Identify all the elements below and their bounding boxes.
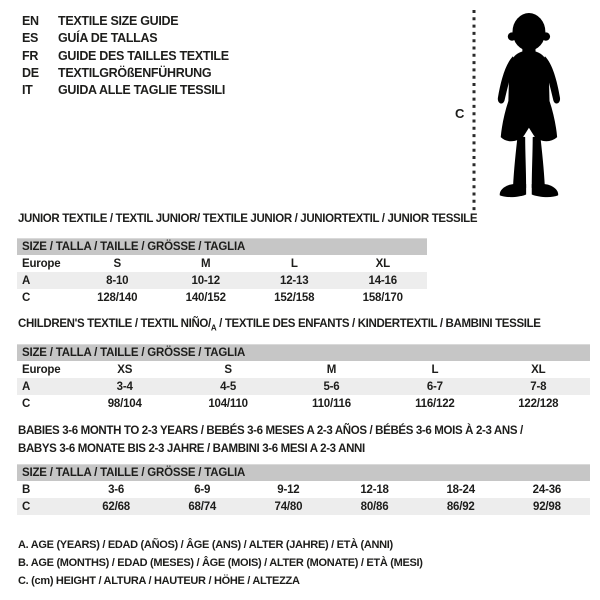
table-row-height [17, 289, 427, 306]
size-cell: 122/128 [518, 397, 559, 410]
section-title-children-sub: A [210, 323, 217, 333]
row-label-cell: Europe [22, 257, 61, 270]
height-measure-label: C [455, 106, 465, 121]
size-cell: 9-12 [277, 483, 300, 496]
size-cell: 4-5 [176, 378, 279, 395]
height-dashed-line [471, 8, 477, 214]
size-cell: 104/110 [208, 397, 248, 410]
size-cell: 24-36 [532, 483, 562, 496]
table-row-height [17, 395, 590, 412]
table-row-age [17, 378, 590, 395]
section-title-junior: JUNIOR TEXTILE / TEXTIL JUNIOR/ TEXTILE JUNIOR / JUNIORTEXTIL / JUNIOR TESSILE [18, 213, 478, 225]
size-cell: 86/92 [418, 498, 504, 515]
table-header-row [17, 345, 590, 362]
footnote-a: A. AGE (YEARS) / EDAD (AÑOS) / ÂGE (ANS) / ALTER (JAHRE) / ETÀ (ANNI) [18, 539, 393, 551]
size-cell: 6-9 [194, 483, 211, 496]
size-cell: 98/104 [107, 397, 142, 410]
size-cell: 158/170 [362, 291, 403, 304]
size-cell: L [290, 257, 298, 270]
language-row-de [22, 65, 229, 82]
table-row-height [17, 498, 590, 515]
table-header-row [17, 465, 590, 482]
language-label: GUÍA DE TALLAS [58, 31, 158, 46]
size-cell: XL [375, 257, 390, 270]
language-code: EN [22, 14, 39, 28]
language-row-es [22, 30, 229, 47]
language-legend [22, 13, 229, 99]
size-cell: 7-8 [487, 378, 590, 395]
row-label-cell: C [22, 291, 31, 304]
size-cell: 6-7 [383, 378, 486, 395]
section-title-children-post: / TEXTILE DES ENFANTS / KINDERTEXTIL / BAMBINI TESSILE [216, 318, 541, 330]
size-cell: 92/98 [504, 498, 590, 515]
size-cell: 5-6 [280, 378, 383, 395]
language-label: GUIDA ALLE TAGLIE TESSILI [58, 83, 226, 98]
size-cell: 128/140 [97, 291, 138, 304]
children-size-table [17, 344, 590, 412]
row-label-cell: C [17, 498, 73, 515]
language-label: TEXTILE SIZE GUIDE [58, 14, 179, 28]
language-code: DE [22, 65, 39, 80]
language-label: GUIDE DES TAILLES TEXTILE [58, 48, 229, 63]
size-cell: 12-13 [250, 272, 339, 289]
baby-silhouette-icon [481, 9, 575, 207]
size-cell: 3-6 [108, 483, 125, 496]
size-cell: M [326, 363, 337, 376]
row-label-cell: Europe [22, 363, 61, 376]
size-cell: L [431, 363, 439, 376]
size-cell: 116/122 [415, 397, 455, 410]
size-cell: 74/80 [245, 498, 331, 515]
table-header-label: SIZE / TALLA / TAILLE / GRÖSSE / TAGLIA [17, 239, 427, 256]
language-code: FR [22, 48, 39, 63]
table-row-europe [17, 255, 427, 272]
row-label-cell: B [22, 483, 31, 496]
size-cell: 110/116 [312, 397, 351, 410]
row-label-cell: A [17, 272, 73, 289]
size-cell: 68/74 [159, 498, 245, 515]
size-cell: 80/86 [331, 498, 417, 515]
table-header-label: SIZE / TALLA / TAILLE / GRÖSSE / TAGLIA [17, 465, 590, 482]
language-label: TEXTILGRÖßENFÜHRUNG [58, 65, 212, 80]
size-cell: XL [531, 363, 546, 376]
language-row-en [22, 13, 229, 30]
footnote-b: B. AGE (MONTHS) / EDAD (MESES) / ÂGE (MOIS) / ALTER (MONATE) / ETÀ (MESI) [18, 557, 423, 569]
section-title-babies-line1: BABIES 3-6 MONTH TO 2-3 YEARS / BEBÉS 3-6 MESES A 2-3 AÑOS / BÉBÉS 3-6 MOIS À 2-3 ANS / [18, 425, 523, 437]
section-title-children [18, 316, 541, 337]
size-cell: M [201, 257, 211, 270]
section-title-babies-line2: BABYS 3-6 MONATE BIS 2-3 JAHRE / BAMBINI 3-6 MESI A 2-3 ANNI [18, 442, 365, 455]
section-title-babies [18, 423, 523, 458]
size-cell: XS [117, 363, 133, 376]
table-header-row [17, 239, 427, 256]
size-cell: 18-24 [446, 483, 475, 496]
row-label-cell: C [22, 397, 31, 410]
table-header-label: SIZE / TALLA / TAILLE / GRÖSSE / TAGLIA [17, 345, 590, 362]
language-code: IT [22, 83, 33, 98]
size-cell: 152/158 [274, 291, 315, 304]
language-row-it [22, 82, 229, 99]
junior-size-table [17, 238, 427, 306]
size-cell: 8-10 [73, 272, 162, 289]
size-cell: S [224, 363, 232, 376]
size-cell: 62/68 [73, 498, 159, 515]
footnote-c: C. (cm) HEIGHT / ALTURA / HAUTEUR / HÖHE / ALTEZZA [18, 575, 300, 587]
size-cell: 14-16 [339, 272, 428, 289]
size-cell: 3-4 [73, 378, 176, 395]
table-row-age [17, 272, 427, 289]
section-title-children-pre: CHILDREN'S TEXTILE / TEXTIL NIÑO/ [18, 318, 211, 330]
size-cell: 140/152 [185, 291, 226, 304]
size-cell: S [113, 257, 121, 270]
footnotes [18, 536, 423, 590]
language-code: ES [22, 31, 39, 46]
size-cell: 10-12 [162, 272, 251, 289]
babies-size-table [17, 464, 590, 515]
language-row-fr [22, 48, 229, 65]
table-row-months [17, 481, 590, 498]
size-cell: 12-18 [360, 483, 389, 496]
row-label-cell: A [17, 378, 73, 395]
table-row-europe [17, 361, 590, 378]
